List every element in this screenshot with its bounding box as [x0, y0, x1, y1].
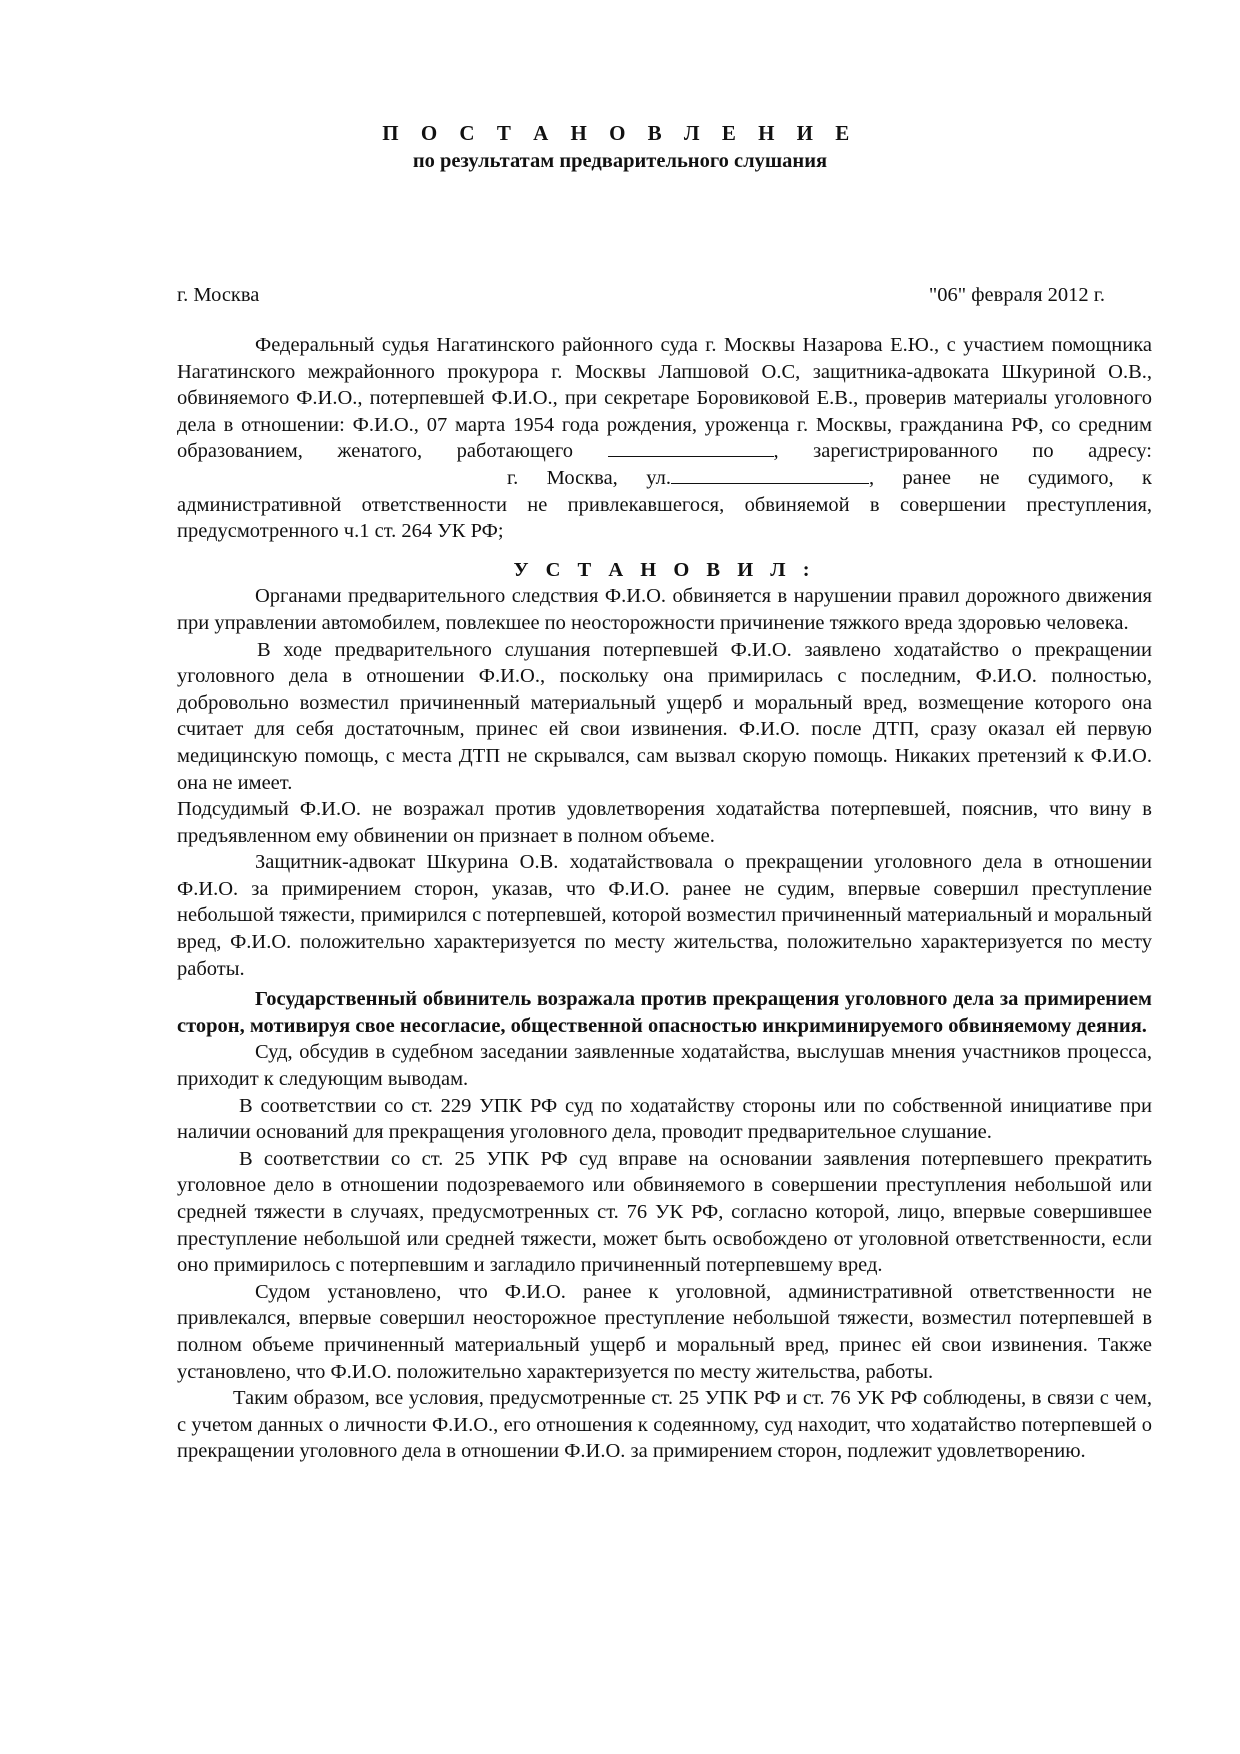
- paragraph-6: Суд, обсудив в судебном заседании заявленные ходатайства, выслушав мнения участников процесса, приходит к следующим выводам.: [177, 1041, 1152, 1091]
- intro-part-4: ул.: [646, 466, 671, 489]
- intro-part-2: , зарегистрированного по адресу:: [773, 440, 1152, 463]
- intro-part-3: г. Москва,: [507, 466, 618, 489]
- paragraph-9: Судом установлено, что Ф.И.О. ранее к уголовной, административной ответственности не привлекался, впервые совершил неосторожное преступление небольшой тяжести, возместил потерпевшей в полном объеме причиненный материальный ущерб и моральный вред, принес ей свои извинения. Также установлено, что Ф.И.О. положительно характеризуется по месту жительства, работы.: [177, 1280, 1152, 1383]
- section-heading: У С Т А Н О В И Л :: [513, 558, 816, 581]
- document-title: П О С Т А Н О В Л Е Н И Е: [382, 121, 858, 145]
- paragraph-1: Органами предварительного следствия Ф.И.О. обвиняется в нарушении правил дорожного движения при управлении автомобилем, повлекшее по неосторожности причинение тяжкого вреда здоровью человека.: [177, 585, 1152, 634]
- paragraph-7: В соответствии со ст. 229 УПК РФ суд по ходатайству стороны или по собственной инициативе при наличии оснований для прекращения уголовного дела, проводит предварительное слушание.: [177, 1094, 1152, 1144]
- employer-blank: [608, 438, 774, 457]
- intro-paragraph: [177, 332, 1152, 545]
- paragraph-10: Таким образом, все условия, предусмотренные ст. 25 УПК РФ и ст. 76 УК РФ соблюдены, в связи с чем, с учетом данных о личности Ф.И.О., его отношения к содеянному, суд находит, что ходатайство потерпевшей о прекращении уголовного дела в отношении Ф.И.О. за примирением сторон, подлежит удовлетворению.: [177, 1387, 1152, 1463]
- paragraph-3: Подсудимый Ф.И.О. не возражал против удовлетворения ходатайства потерпевшей, пояснив, что вину в предъявленном ему обвинении он признает в полном объеме.: [177, 798, 1152, 847]
- paragraph-8: В соответствии со ст. 25 УПК РФ суд вправе на основании заявления потерпевшего прекратить уголовное дело в отношении подозреваемого или обвиняемого в совершении преступления небольшой или средней тяжести в случаях, предусмотренных ст. 76 УК РФ, согласно которой, лицо, впервые совершившее преступление небольшой или средней тяжести, может быть освобождено от уголовной ответственности, если оно примирилось с потерпевшим и загладило причиненный потерпевшему вред.: [177, 1147, 1152, 1277]
- paragraph-2: В ходе предварительного слушания потерпевшей Ф.И.О. заявлено ходатайство о прекращении уголовного дела в отношении Ф.И.О., поскольку она примирилась с последним, Ф.И.О. полностью, добровольно возместил причиненный материальный ущерб и моральный вред, возмещение которого она считает для себя достаточным, принес ей свои извинения. Ф.И.О. после ДТП, сразу оказал ей первую медицинскую помощь, с места ДТП не скрывался, сам вызвал скорую помощь. Никаких претензий к Ф.И.О. она не имеет.: [177, 638, 1152, 794]
- document-subtitle: по результатам предварительного слушания: [412, 150, 828, 172]
- intro-part-5: , ранее не судимого, к административной ответственности не привлекавшегося, обвиняемой в совершении преступления, предусмотренного ч.1 ст. 264 УК РФ;: [177, 466, 1152, 543]
- paragraph-4: Защитник-адвокат Шкурина О.В. ходатайствовала о прекращении уголовного дела в отношении Ф.И.О. за примирением сторон, указав, что Ф.И.О. ранее не судим, впервые совершил преступление небольшой тяжести, примирился с потерпевшей, которой возместил причиненный материальный и моральный вред, Ф.И.О. положительно характеризуется по месту жительства, положительно характеризуется по месту работы.: [177, 851, 1152, 980]
- document-date: "06" февраля 2012 г.: [928, 284, 1105, 306]
- document-body: [177, 332, 1152, 1465]
- place-city: г. Москва: [177, 284, 260, 306]
- street-blank: [671, 465, 869, 484]
- intro-part-1: Федеральный судья Нагатинского районного суда г. Москвы Назарова Е.Ю., с участием помощника Нагатинского межрайонного прокурора г. Москвы Лапшовой О.С, защитника-адвоката Шкуриной О.В., обвиняемого Ф.И.О., потерпевшей Ф.И.О., при секретаре Боровиковой Е.В., проверив материалы уголовного дела в отношении: Ф.И.О., 07 марта 1954 года рождения, уроженца г. Москвы, гражданина РФ, со средним образованием, женатого, работающего: [177, 334, 1152, 463]
- paragraph-5: Государственный обвинитель возражала против прекращения уголовного дела за примирением сторон, мотивируя свое несогласие, общественной опасностью инкриминируемого обвиняемому деяния.: [177, 988, 1152, 1037]
